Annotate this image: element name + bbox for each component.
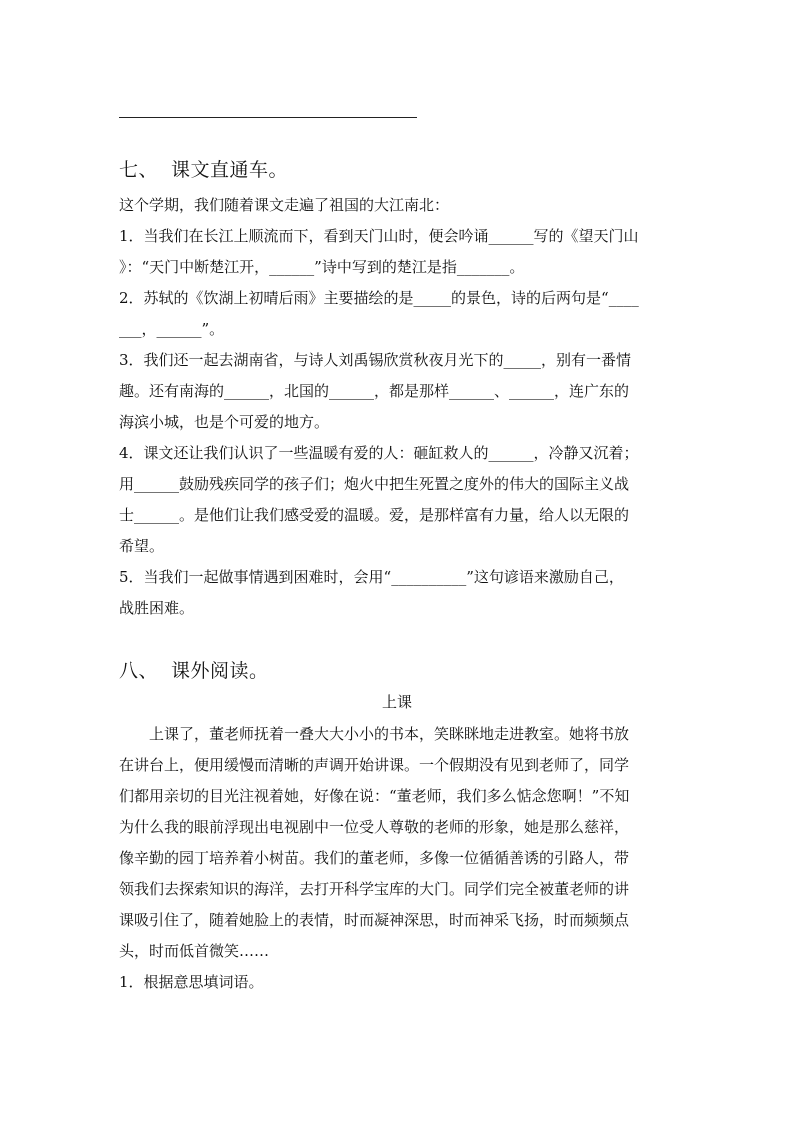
passage-body [119,719,679,998]
text-line: 上课了，董老师抚着一叠大大小小的书本，笑眯眯地走进教室。她将书放 [149,725,630,743]
section-7-heading [119,155,288,182]
section-7-intro: 这个学期，我们随着课文走遍了祖国的大江南北： [119,196,450,214]
text-line: 为什么我的眼前浮现出电视剧中一位受人尊敬的老师的形象，她是那么慈祥， [119,818,630,836]
section-8-heading [119,656,269,683]
text-line: 4．课文还让我们认识了一些温暖有爱的人：砸缸救人的______，冷静又沉着； [119,444,639,462]
text-line: 战胜困难。 [119,599,195,617]
section-8-title: 课外阅读。 [171,660,269,682]
text-line: 1．当我们在长江上顺流而下，看到天门山时，便会吟诵______写的《望天门山 [119,227,639,245]
text-line: 在讲台上，便用缓慢而清晰的声调开始讲课。一个假期没有见到老师了，同学 [119,756,630,774]
text-line: 》：“天门中断楚江开，______”诗中写到的楚江是指_______。 [119,258,525,276]
text-line: 2．苏轼的《饮湖上初晴后雨》主要描绘的是_____的景色，诗的后两句是“____ [119,289,639,307]
text-line: 用______鼓励残疾同学的孩子们；炮火中把生死置之度外的伟大的国际主义战 [119,475,630,493]
section-7-number: 七、 [119,159,159,181]
text-line: 士______。是他们让我们感受爱的温暖。爱，是那样富有力量，给人以无限的 [119,506,630,524]
text-line: 海滨小城，也是个可爱的地方。 [119,413,330,431]
text-line: 领我们去探索知识的海洋，去打开科学宝库的大门。同学们完全被董老师的讲 [119,880,630,898]
text-line: 5．当我们一起做事情遇到困难时，会用“__________”这句谚语来激励自己， [119,568,624,586]
text-line: 头，时而低首微笑…… [119,942,270,960]
text-line: 课吸引住了，随着她脸上的表情，时而凝神深思，时而神采飞扬，时而频频点 [119,911,630,929]
text-line: ___，______”。 [119,320,225,338]
text-line: 们都用亲切的目光注视着她，好像在说：“董老师，我们多么惦念您啊！”不知 [119,787,630,805]
section-8-number: 八、 [119,660,159,682]
text-line: 像辛勤的园丁培养着小树苗。我们的董老师，多像一位循循善诱的引路人，带 [119,849,630,867]
section-7-body [119,190,679,624]
answer-line [119,117,417,118]
passage-title: 上课 [381,693,412,711]
text-line: 3．我们还一起去湖南省，与诗人刘禹锡欣赏秋夜月光下的_____，别有一番情 [119,351,632,369]
question-1: 1．根据意思填词语。 [119,973,264,991]
section-7-title: 课文直通车。 [171,159,289,181]
text-line: 希望。 [119,537,165,555]
text-line: 趣。还有南海的______，北国的______，都是那样______、______，连广东的 [119,382,630,400]
